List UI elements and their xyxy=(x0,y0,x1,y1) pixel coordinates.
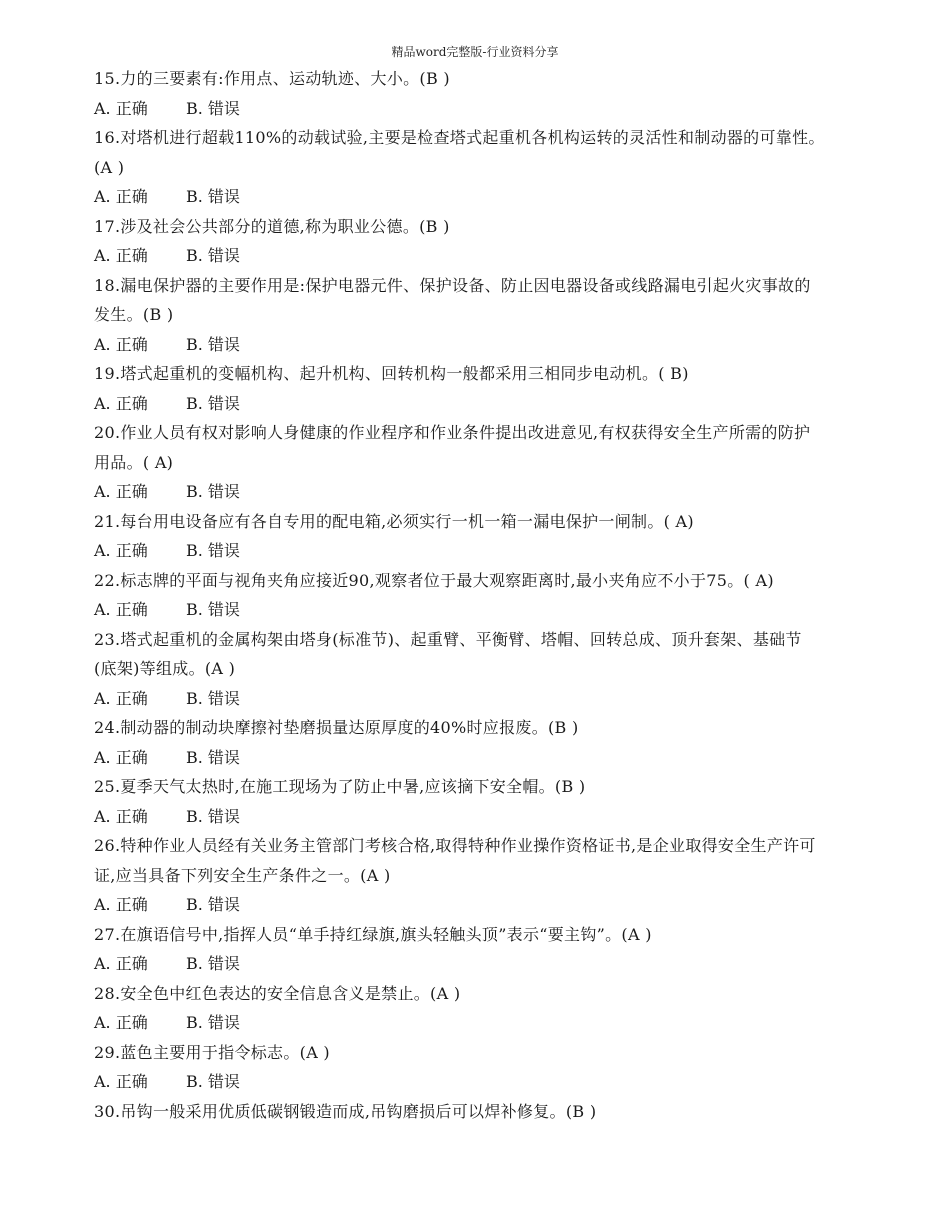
answer-options xyxy=(94,477,874,507)
question-item xyxy=(94,64,874,123)
answer-options xyxy=(94,241,874,271)
option-a-correct: A. 正确 xyxy=(94,246,148,265)
question-item xyxy=(94,1097,874,1127)
option-b-wrong: B. 错误 xyxy=(186,1072,240,1091)
option-b-wrong: B. 错误 xyxy=(186,187,240,206)
option-a-correct: A. 正确 xyxy=(94,600,148,619)
option-a-correct: A. 正确 xyxy=(94,688,148,708)
question-text-line: 29.蓝色主要用于指令标志。(A ) xyxy=(94,1042,330,1062)
option-a-correct: A. 正确 xyxy=(94,334,148,354)
question-item xyxy=(94,920,874,979)
question-item xyxy=(94,831,874,920)
answer-options xyxy=(94,1008,874,1038)
option-b-wrong: B. 错误 xyxy=(186,393,240,413)
question-text-line: 22.标志牌的平面与视角夹角应接近90,观察者位于最大观察距离时,最小夹角应不小于75。( A) xyxy=(94,570,774,590)
answer-options xyxy=(94,94,874,124)
question-text-line: 16.对塔机进行超载110%的动载试验,主要是检查塔式起重机各机构运转的灵活性和制动器的可靠性。 xyxy=(94,128,825,147)
option-a-correct: A. 正确 xyxy=(94,954,148,973)
question-text-line: 30.吊钩一般采用优质低碳钢锻造而成,吊钩磨损后可以焊补修复。(B ) xyxy=(94,1101,597,1121)
question-text-line: 26.特种作业人员经有关业务主管部门考核合格,取得特种作业操作资格证书,是企业取得安全生产许可 xyxy=(94,836,816,855)
question-list xyxy=(94,64,874,1126)
option-b-wrong: B. 错误 xyxy=(186,1013,240,1032)
question-text-line: 28.安全色中红色表达的安全信息含义是禁止。(A ) xyxy=(94,983,461,1003)
option-b-wrong: B. 错误 xyxy=(186,246,240,265)
option-b-wrong: B. 错误 xyxy=(186,334,240,354)
question-item xyxy=(94,713,874,772)
answer-options xyxy=(94,890,874,920)
question-text-line: 21.每台用电设备应有各自专用的配电箱,必须实行一机一箱一漏电保护一闸制。( A) xyxy=(94,511,694,531)
question-text-line: (A ) xyxy=(94,157,125,177)
question-text-line: 用品。( A) xyxy=(94,452,174,472)
question-text-line: 18.漏电保护器的主要作用是:保护电器元件、保护设备、防止因电器设备或线路漏电引起火灾事故的 xyxy=(94,275,811,295)
option-b-wrong: B. 错误 xyxy=(186,482,240,501)
question-text-line: 20.作业人员有权对影响人身健康的作业程序和作业条件提出改进意见,有权获得安全生产所需的防护 xyxy=(94,423,811,442)
answer-options xyxy=(94,684,874,714)
answer-options xyxy=(94,1067,874,1097)
option-b-wrong: B. 错误 xyxy=(186,600,240,619)
option-b-wrong: B. 错误 xyxy=(186,747,240,767)
option-b-wrong: B. 错误 xyxy=(186,688,240,708)
option-a-correct: A. 正确 xyxy=(94,482,148,501)
question-item xyxy=(94,212,874,271)
option-b-wrong: B. 错误 xyxy=(186,541,240,560)
option-b-wrong: B. 错误 xyxy=(186,895,240,914)
option-a-correct: A. 正确 xyxy=(94,747,148,767)
question-text-line: 发生。(B ) xyxy=(94,305,174,324)
question-text-line: 25.夏季天气太热时,在施工现场为了防止中暑,应该摘下安全帽。(B ) xyxy=(94,777,586,796)
option-b-wrong: B. 错误 xyxy=(186,954,240,973)
question-item xyxy=(94,1038,874,1097)
option-a-correct: A. 正确 xyxy=(94,895,148,914)
option-a-correct: A. 正确 xyxy=(94,393,148,413)
question-item xyxy=(94,625,874,714)
answer-options xyxy=(94,182,874,212)
question-item xyxy=(94,271,874,360)
option-a-correct: A. 正确 xyxy=(94,187,148,206)
question-item xyxy=(94,418,874,507)
question-item xyxy=(94,123,874,212)
question-text-line: 证,应当具备下列安全生产条件之一。(A ) xyxy=(94,865,391,885)
answer-options xyxy=(94,330,874,360)
option-a-correct: A. 正确 xyxy=(94,1072,148,1091)
option-b-wrong: B. 错误 xyxy=(186,98,240,118)
option-a-correct: A. 正确 xyxy=(94,541,148,560)
question-text-line: 23.塔式起重机的金属构架由塔身(标准节)、起重臂、平衡臂、塔帽、回转总成、顶升套架、基础节 xyxy=(94,629,802,649)
answer-options xyxy=(94,536,874,566)
question-text-line: 19.塔式起重机的变幅机构、起升机构、回转机构一般都采用三相同步电动机。( B) xyxy=(94,364,689,383)
answer-options xyxy=(94,389,874,419)
question-text-line: 24.制动器的制动块摩擦衬垫磨损量达原厚度的40%时应报废。(B ) xyxy=(94,718,579,737)
option-b-wrong: B. 错误 xyxy=(186,806,240,826)
question-item xyxy=(94,979,874,1038)
question-text-line: 17.涉及社会公共部分的道德,称为职业公德。(B ) xyxy=(94,216,450,236)
page-header: 精品word完整版-行业资料分享 xyxy=(391,45,559,59)
question-text-line: 15.力的三要素有:作用点、运动轨迹、大小。(B ) xyxy=(94,69,450,88)
option-a-correct: A. 正确 xyxy=(94,1013,148,1032)
option-a-correct: A. 正确 xyxy=(94,806,148,826)
answer-options xyxy=(94,743,874,773)
question-text-line: (底架)等组成。(A ) xyxy=(94,659,236,678)
question-text-line: 27.在旗语信号中,指挥人员“单手持红绿旗,旗头轻触头顶”表示“要主钩”。(A ) xyxy=(94,924,652,944)
question-item xyxy=(94,507,874,566)
answer-options xyxy=(94,949,874,979)
question-item xyxy=(94,566,874,625)
question-item xyxy=(94,772,874,831)
answer-options xyxy=(94,595,874,625)
answer-options xyxy=(94,802,874,832)
option-a-correct: A. 正确 xyxy=(94,98,148,118)
question-item xyxy=(94,359,874,418)
